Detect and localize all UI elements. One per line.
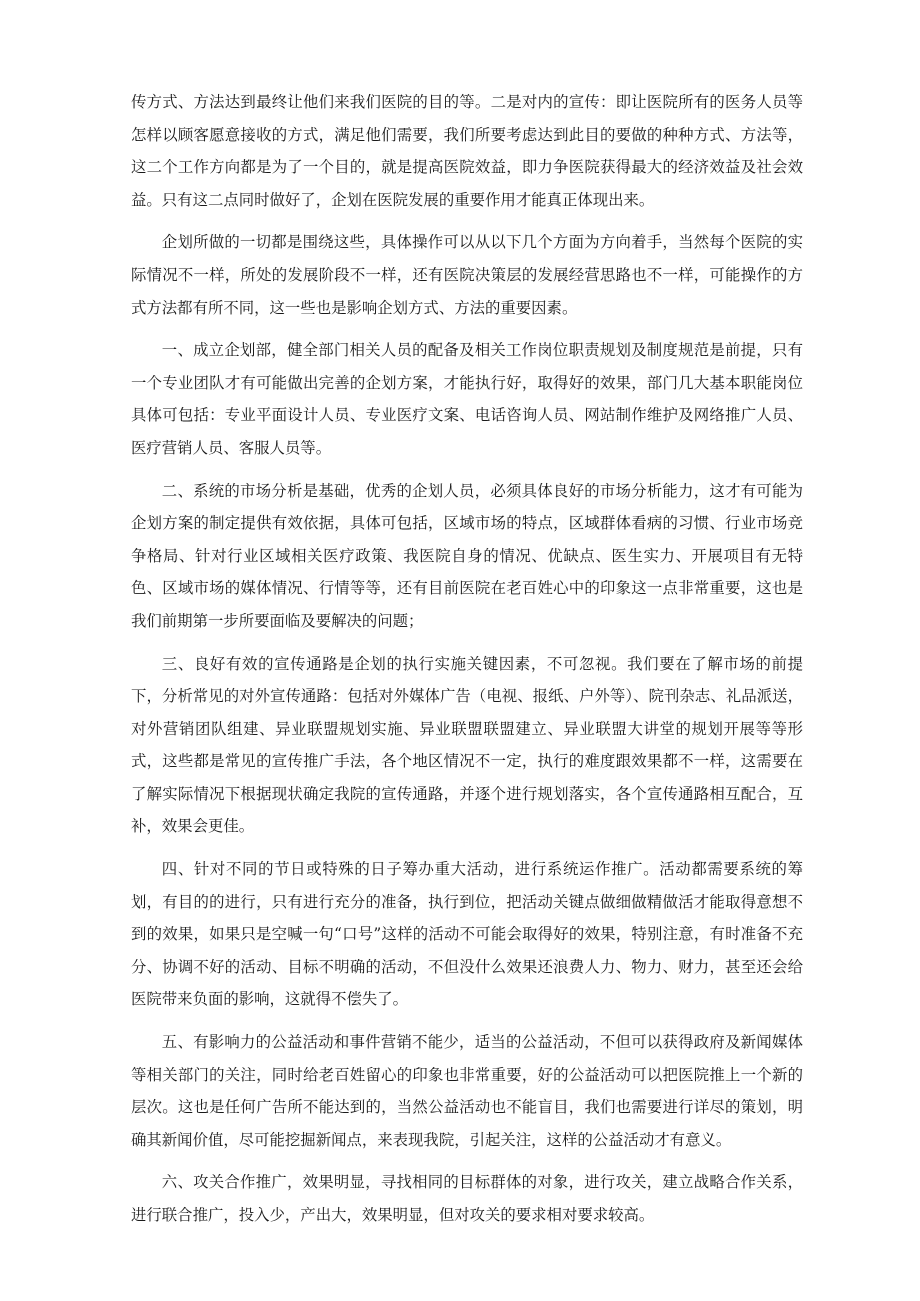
paragraph-planning-overview: 企划所做的一切都是围绕这些，具体操作可以从以下几个方面为方向着手，当然每个医院的实际情况不一样，所处的发展阶段不一样，还有医院决策层的发展经营思路也不一样，可能操作的方式方法都有所不同，这一些也是影响企划方式、方法的重要因素。: [131, 233, 803, 317]
paragraph-point-one: 一、成立企划部，健全部门相关人员的配备及相关工作岗位职责规划及制度规范是前提，只有一个专业团队才有可能做出完善的企划方案，才能执行好，取得好的效果，部门几大基本职能岗位具体可包括：专业平面设计人员、专业医疗文案、电话咨询人员、网站制作维护及网络推广人员、医疗营销人员、客服人员等。: [131, 341, 803, 457]
paragraph-point-five: 五、有影响力的公益活动和事件营销不能少，适当的公益活动，不但可以获得政府及新闻媒体等相关部门的关注，同时给老百姓留心的印象也非常重要，好的公益活动可以把医院推上一个新的层次。这也是任何广告所不能达到的，当然公益活动也不能盲目，我们也需要进行详尽的策划，明确其新闻价值，尽可能挖掘新闻点，来表现我院，引起关注，这样的公益活动才有意义。: [131, 1033, 803, 1149]
paragraph-point-three: 三、良好有效的宣传通路是企划的执行实施关键因素，不可忽视。我们要在了解市场的前提下，分析常见的对外宣传通路：包括对外媒体广告（电视、报纸、户外等）、院刊杂志、礼品派送，对外营销团队组建、异业联盟规划实施、异业联盟联盟建立、异业联盟大讲堂的规划开展等等形式，这些都是常见的宣传推广手法，各个地区情况不一定，执行的难度跟效果都不一样，这需要在了解实际情况下根据现状确定我院的宣传通路，并逐个进行规划落实，各个宣传通路相互配合，互补，效果会更佳。: [131, 654, 803, 836]
paragraph-point-four: 四、针对不同的节日或特殊的日子筹办重大活动，进行系统运作推广。活动都需要系统的筹划，有目的的进行，只有进行充分的准备，执行到位，把活动关键点做细做精做活才能取得意想不到的效果，如果只是空喊一句“口号”这样的活动不可能会取得好的效果，特别注意，有时准备不充分、协调不好的活动、目标不明确的活动，不但没什么效果还浪费人力、物力、财力，甚至还会给医院带来负面的影响，这就得不偿失了。: [131, 860, 803, 1009]
paragraph-continuation: 传方式、方法达到最终让他们来我们医院的目的等。二是对内的宣传：即让医院所有的医务人员等怎样以顾客愿意接收的方式，满足他们需要，我们所要考虑达到此目的要做的种种方式、方法等，这二个工作方向都是为了一个目的，就是提高医院效益，即力争医院获得最大的经济效益及社会效益。只有这二点同时做好了，企划在医院发展的重要作用才能真正体现出来。: [131, 93, 803, 209]
document-body: [131, 86, 803, 1242]
paragraph-point-six: 六、攻关合作推广，效果明显，寻找相同的目标群体的对象，进行攻关，建立战略合作关系，进行联合推广，投入少，产出大，效果明显，但对攻关的要求相对要求较高。: [131, 1173, 803, 1224]
paragraph-point-two: 二、系统的市场分析是基础，优秀的企划人员，必须具体良好的市场分析能力，这才有可能为企划方案的制定提供有效依据，具体可包括，区域市场的特点，区域群体看病的习惯、行业市场竞争格局、针对行业区域相关医疗政策、我医院自身的情况、优缺点、医生实力、开展项目有无特色、区域市场的媒体情况、行情等等，还有目前医院在老百姓心中的印象这一点非常重要，这也是我们前期第一步所要面临及要解决的问题；: [131, 481, 803, 630]
